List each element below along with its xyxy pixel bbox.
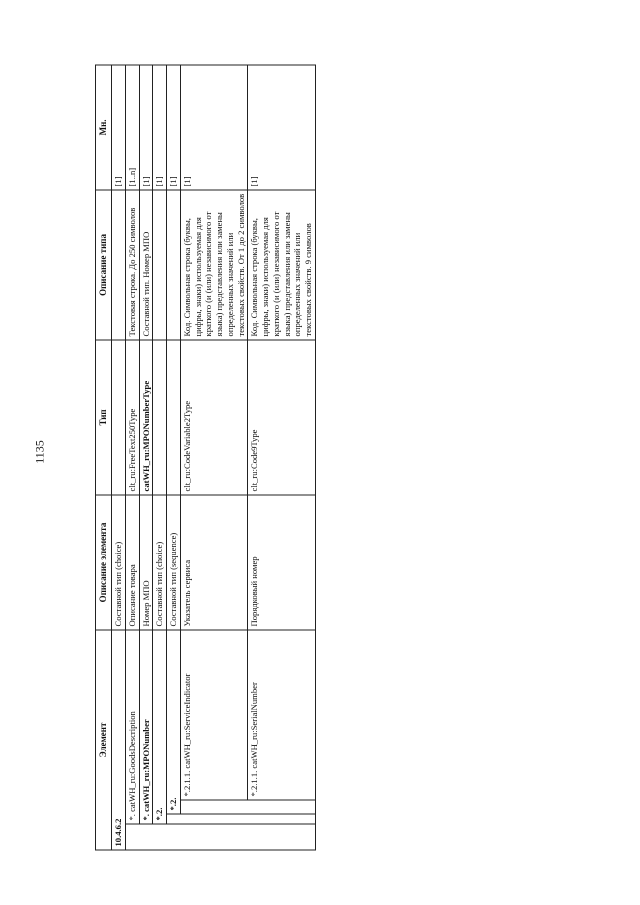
row-element-name: catWH_ru:SerialNumber xyxy=(249,682,260,769)
row-element-desc: Составной тип (choice) xyxy=(112,495,126,630)
table-row xyxy=(125,65,139,850)
row-number: *.2.1.1. xyxy=(181,770,192,797)
row-element-desc: Составной тип (choice) xyxy=(153,495,167,630)
table-row xyxy=(153,65,167,850)
header-row xyxy=(96,65,112,850)
header-type-desc: Описание типа xyxy=(96,190,112,340)
table-row xyxy=(167,65,181,850)
row-mult: [1] xyxy=(153,65,167,190)
header-type: Тип xyxy=(96,340,112,495)
rotated-table-container xyxy=(95,66,545,851)
row-element-name: catWH_ru:ServiceIndicator xyxy=(181,673,192,769)
row-mult: [1..n] xyxy=(125,65,139,190)
row-type: clt_ru:FreeText250Type xyxy=(125,340,139,495)
row-mult: [1] xyxy=(112,65,126,190)
table-row xyxy=(248,65,315,850)
table-row xyxy=(112,65,126,850)
header-element-desc: Описание элемента xyxy=(96,495,112,630)
row-element-name: catWH_ru:GoodsDescription xyxy=(126,711,137,812)
row-mult: [1] xyxy=(139,65,153,190)
row-mult: [1] xyxy=(180,65,247,190)
row-element-desc: Номер МПО xyxy=(139,495,153,630)
row-number: *.2. xyxy=(153,630,167,824)
row-element-desc: Порядковый номер xyxy=(248,495,315,630)
row-element xyxy=(248,630,315,800)
table-row xyxy=(180,65,247,850)
row-number: *. xyxy=(126,814,137,821)
indent-cell xyxy=(167,814,316,824)
row-number: *.2.1.1. xyxy=(249,770,260,797)
row-element-desc: Описание товара xyxy=(125,495,139,630)
row-type: clt_ru:Code9Type xyxy=(248,340,315,495)
row-type xyxy=(167,340,181,495)
row-element xyxy=(125,630,139,824)
row-mult: [1] xyxy=(167,65,181,190)
row-mult: [1] xyxy=(248,65,315,190)
header-element: Элемент xyxy=(96,630,112,850)
page-number: 1135 xyxy=(32,440,47,464)
row-type-desc: Код. Символьная строка (буквы, цифры, знаки) используемая для краткого (и (или) независимого от языка) представления или замены определенных значений или текстовых свойств. От 1 до 2 символов xyxy=(180,190,247,340)
row-element-desc: Составной тип (sequence) xyxy=(167,495,181,630)
row-element xyxy=(180,630,247,800)
row-type-desc: Код. Символьная строка (буквы, цифры, знаки) используемая для краткого (и (или) независимого от языка) представления или замены определенных значений или текстовых свойств. 9 символов xyxy=(248,190,315,340)
row-element-desc: Указатель сервиса xyxy=(180,495,247,630)
row-number: 10.4.6.2 xyxy=(112,630,126,850)
row-type xyxy=(112,340,126,495)
row-type-desc: Составной тип. Номер МПО xyxy=(139,190,153,340)
header-mult: Мн. xyxy=(96,65,112,190)
indent-cell xyxy=(125,824,315,850)
row-type: clt_ru:CodeVariable2Type xyxy=(180,340,247,495)
row-type-desc: Текстовая строка. До 250 символов xyxy=(125,190,139,340)
row-type xyxy=(153,340,167,495)
row-number: *.2. xyxy=(167,630,181,814)
row-number: *. xyxy=(140,814,151,821)
row-element xyxy=(139,630,153,824)
table-row xyxy=(139,65,153,850)
row-type-desc xyxy=(167,190,181,340)
indent-cell xyxy=(180,800,315,814)
row-element-name: catWH_ru:MPONumber xyxy=(140,719,151,812)
row-type-desc xyxy=(112,190,126,340)
row-type-desc xyxy=(153,190,167,340)
row-type: catWH_ru:MPONumberType xyxy=(139,340,153,495)
specification-table xyxy=(95,64,316,850)
